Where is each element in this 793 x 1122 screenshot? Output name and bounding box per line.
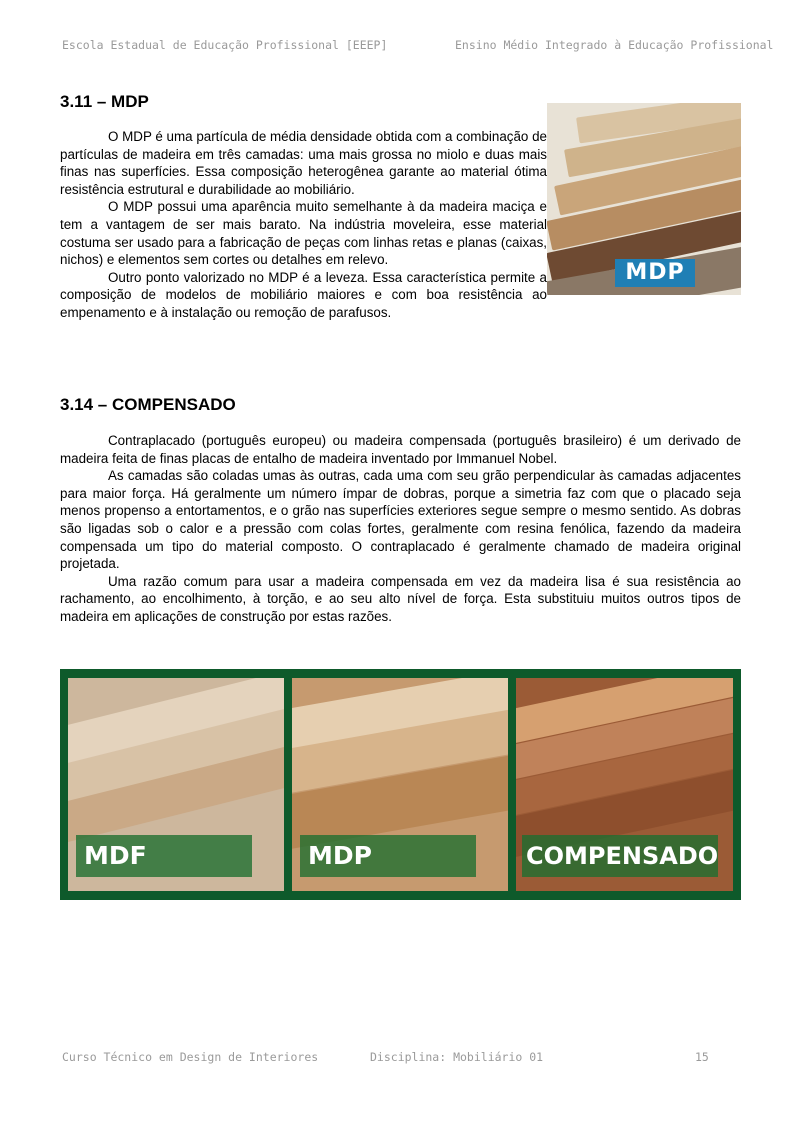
panel-compensado xyxy=(516,678,733,891)
mdp-body xyxy=(60,128,741,322)
compensado-body xyxy=(60,432,741,626)
mdp-paragraph-2: O MDP possui uma aparência muito semelhante à da madeira maciça e tem a vantagem de ser mais barato. Na indústria moveleira, esse material costuma ser usado para a fabricação de peças com linhas retas e planas (caixas, nichos) e elementos sem cortes ou detalhes em relevo. xyxy=(60,199,547,268)
footer-discipline: Disciplina: Mobiliário 01 xyxy=(370,1050,544,1064)
header-school: Escola Estadual de Educação Profissional [EEEP] xyxy=(62,38,388,52)
page-number: 15 xyxy=(695,1050,709,1064)
label-mdf: MDF xyxy=(76,835,252,877)
label-compensado: COMPENSADO xyxy=(522,835,718,877)
mdp-badge: MDP xyxy=(615,259,695,287)
section-title-mdp: 3.11 – MDP xyxy=(60,92,149,111)
compensado-paragraph-1: Contraplacado (português europeu) ou madeira compensada (português brasileiro) é um derivado de madeira feita de finas placas de entalho de madeira inventado por Immanuel Nobel. xyxy=(60,433,741,466)
compensado-paragraph-2: As camadas são coladas umas às outras, cada uma com seu grão perpendicular às camadas adjacentes para maior força. Há geralmente um número ímpar de dobras, porque a simetria faz com que o placado seja menos propenso a entortamentos, e o grão nas superfícies exteriores segue sempre o mesmo sentido. As dobras são ligadas sob o calor e a pressão com colas fortes, geralmente com resina fenólica, fazendo da madeira compensada um tipo do material composto. O contraplacado é geralmente chamado de madeira original projetada. xyxy=(60,468,741,572)
footer-course: Curso Técnico em Design de Interiores xyxy=(62,1050,319,1064)
panel-mdf xyxy=(68,678,284,891)
compensado-paragraph-3: Uma razão comum para usar a madeira compensada em vez da madeira lisa é sua resistência ao rachamento, ao encolhimento, à torção, e ao seu alto nível de força. Esta substituiu muitos outros tipos de madeira em aplicações de construção por estas razões. xyxy=(60,573,741,624)
mdp-paragraph-1: O MDP é uma partícula de média densidade obtida com a combinação de partículas de madeira em três camadas: uma mais grossa no miolo e duas mais finas nas superfícies. Essa composição heterogênea garante ao material ótima resistência estrutural e durabilidade ao mobiliário. xyxy=(60,129,547,197)
panel-mdp xyxy=(292,678,508,891)
section-title-compensado: 3.14 – COMPENSADO xyxy=(60,395,236,414)
mdp-paragraph-3: Outro ponto valorizado no MDP é a leveza. Essa característica permite a composição de modelos de mobiliário maiores e com boa resistência ao empenamento e à instalação ou remoção de parafusos. xyxy=(60,269,547,320)
header-program: Ensino Médio Integrado à Educação Profissional xyxy=(455,38,774,52)
label-mdp: MDP xyxy=(300,835,476,877)
comparison-image xyxy=(60,669,741,900)
